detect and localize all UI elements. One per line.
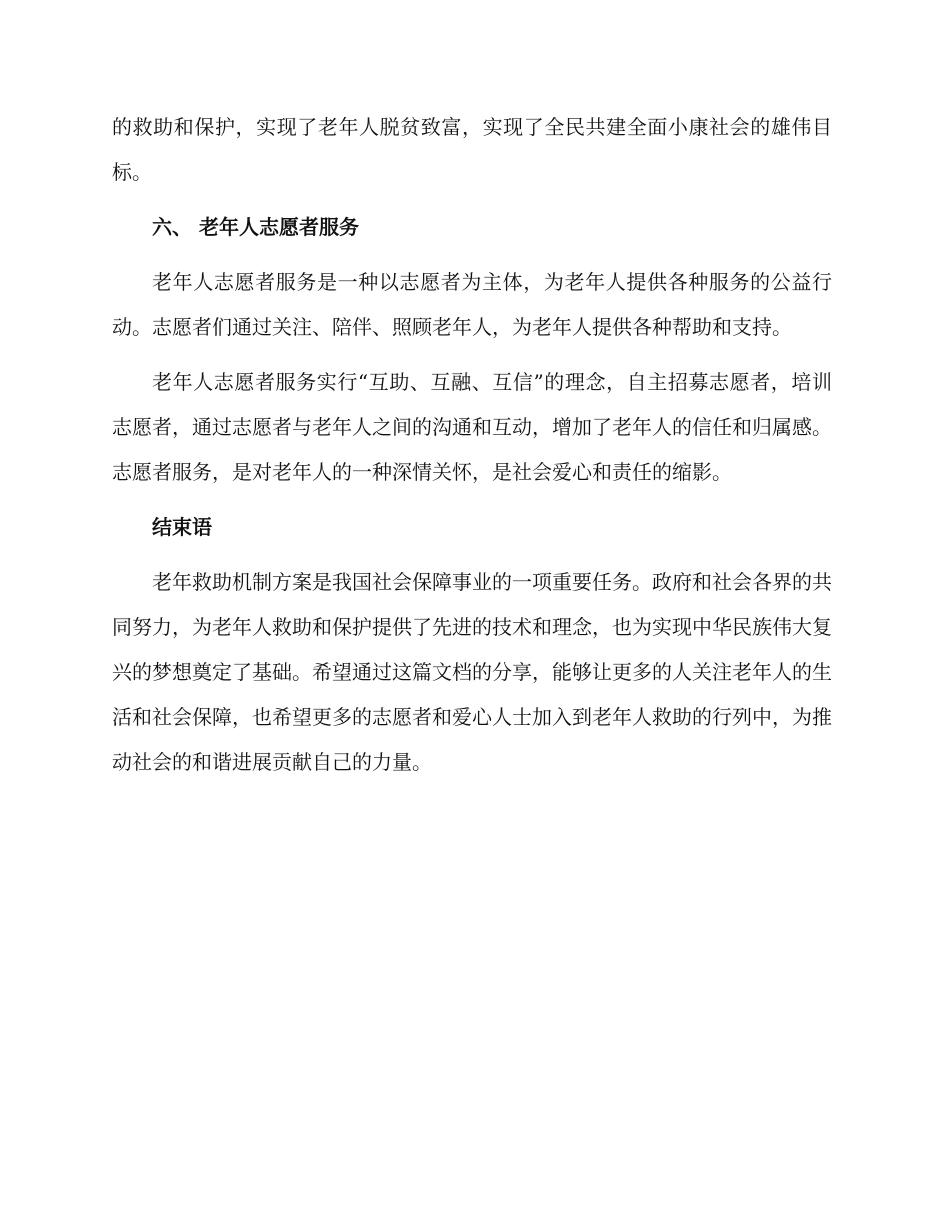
conclusion-paragraph: 老年救助机制方案是我国社会保障事业的一项重要任务。政府和社会各界的共同努力，为老年人救助和保护提供了先进的技术和理念，也为实现中华民族伟大复兴的梦想奠定了基础。希望通过这篇文档的分享，能够让更多的人关注老年人的生活和社会保障，也希望更多的志愿者和爱心人士加入到老年人救助的行列中，为推动社会的和谐进展贡献自己的力量。: [112, 570, 832, 774]
continuation-paragraph: 的救助和保护，实现了老年人脱贫致富，实现了全民共建全面小康社会的雄伟目标。: [112, 115, 832, 184]
volunteer-intro-paragraph: 老年人志愿者服务是一种以志愿者为主体，为老年人提供各种服务的公益行动。志愿者们通过关注、陪伴、照顾老年人，为老年人提供各种帮助和支持。: [112, 270, 832, 339]
conclusion-heading: 结束语: [152, 515, 212, 539]
document-body: [112, 105, 832, 795]
volunteer-concept-paragraph: 老年人志愿者服务实行“互助、互融、互信”的理念，自主招募志愿者，培训志愿者，通过志愿者与老年人之间的沟通和互动，增加了老年人的信任和归属感。志愿者服务，是对老年人的一种深情关怀，是社会爱心和责任的缩影。: [112, 370, 832, 484]
section-heading-volunteer-service: 六、 老年人志愿者服务: [152, 215, 359, 239]
